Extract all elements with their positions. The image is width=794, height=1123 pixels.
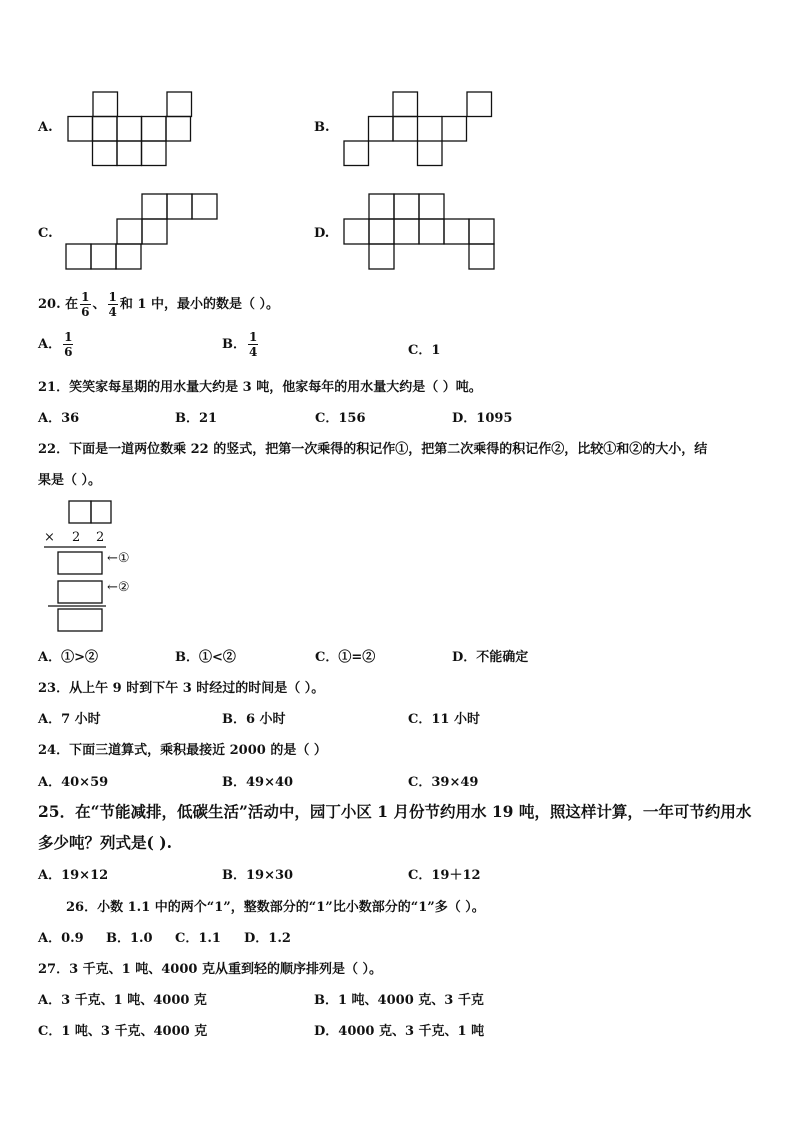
q27-stem: 27．3 千克、1 吨、4000 克从重到轻的顺序排列是（ ）。 (38, 962, 382, 977)
q19-option-a-label[interactable]: A. (38, 120, 53, 135)
q27-option-c[interactable]: C．1 吨、3 千克、4000 克 (38, 1024, 208, 1039)
q21-option-c[interactable]: C．156 (315, 411, 366, 426)
q22-stem-line-2: 果是（ ）。 (38, 473, 102, 488)
q27-option-a[interactable]: A．3 千克、1 吨、4000 克 (38, 993, 207, 1008)
q20-fraction-2: $\frac{1}{4}$ (108, 290, 117, 319)
q23-stem: 23．从上午 9 时到下午 3 时经过的时间是（ ）。 (38, 681, 325, 696)
q25-option-b[interactable]: B．19×30 (222, 868, 294, 883)
q26-option-c[interactable]: C．1.1 (175, 931, 221, 946)
q24-stem: 24．下面三道算式，乘积最接近 2000 的是（ ） (38, 743, 327, 758)
q22-times-sign: × (44, 530, 55, 545)
q21-option-a[interactable]: A．36 (38, 411, 80, 426)
q27-option-b[interactable]: B．1 吨、4000 克、3 千克 (314, 993, 484, 1008)
q19-option-d-label[interactable]: D. (314, 226, 330, 241)
q22-digit-1: 2 (72, 530, 81, 545)
q23-option-a[interactable]: A．7 小时 (38, 712, 101, 727)
q27-option-d[interactable]: D．4000 克、3 千克、1 吨 (314, 1024, 485, 1039)
q20-option-a[interactable]: A． $\frac{1}{6}$ (38, 330, 73, 359)
q20-fraction-1: $\frac{1}{6}$ (81, 290, 90, 319)
q26-option-d[interactable]: D．1.2 (244, 931, 291, 946)
q24-option-c[interactable]: C．39×49 (408, 775, 479, 790)
q23-option-b[interactable]: B．6 小时 (222, 712, 286, 727)
q22-arrow-2: ←② (107, 580, 130, 595)
q24-option-a[interactable]: A．40×59 (38, 775, 109, 790)
q25-option-a[interactable]: A．19×12 (38, 868, 109, 883)
q26-stem: 26．小数 1.1 中的两个“1”，整数部分的“1”比小数部分的“1”多（ ）。 (66, 900, 485, 915)
q25-stem-line-1: 25．在“节能减排，低碳生活”活动中，园丁小区 1 月份节约用水 19 吨，照这样计算，一年可节约用水 (38, 802, 752, 821)
q21-stem: 21．笑笑家每星期的用水量大约是 3 吨，他家每年的用水量大约是（ ）吨。 (38, 380, 482, 395)
q19-option-d-net (344, 194, 500, 272)
q22-stem-line-1: 22．下面是一道两位数乘 22 的竖式，把第一次乘得的积记作①，把第二次乘得的积记作②，比较①和②的大小，结 (38, 442, 708, 457)
q21-option-b[interactable]: B．21 (175, 411, 218, 426)
q21-option-d[interactable]: D．1095 (452, 411, 513, 426)
q25-stem-line-2: 多少吨？列式是( ). (38, 833, 172, 852)
q22-vertical-multiplication (44, 499, 154, 634)
q20-option-b[interactable]: B． $\frac{1}{4}$ (222, 330, 258, 359)
q19-option-c-net (66, 194, 222, 272)
q22-arrow-1: ←① (107, 551, 130, 566)
q22-option-c[interactable]: C．①=② (315, 650, 376, 665)
q19-option-b-net (344, 92, 494, 168)
q23-option-c[interactable]: C．11 小时 (408, 712, 480, 727)
q19-option-a-net (68, 92, 198, 168)
q19-option-c-label[interactable]: C. (38, 226, 53, 241)
q26-option-a[interactable]: A．0.9 (38, 931, 84, 946)
q20-stem: 20. 在 $\frac{1}{6}$ 、 $\frac{1}{4}$ 和 1 中，最小的数是（ ）。 (38, 290, 280, 319)
q26-option-b[interactable]: B．1.0 (106, 931, 153, 946)
q22-digit-2: 2 (96, 530, 105, 545)
q22-option-a[interactable]: A．①>② (38, 650, 98, 665)
q25-option-c[interactable]: C．19＋12 (408, 868, 481, 883)
q22-option-b[interactable]: B．①<② (175, 650, 236, 665)
q22-option-d[interactable]: D．不能确定 (452, 650, 529, 665)
q19-option-b-label[interactable]: B. (314, 120, 330, 135)
q24-option-b[interactable]: B．49×40 (222, 775, 294, 790)
q20-option-c[interactable]: C．1 (408, 343, 441, 358)
